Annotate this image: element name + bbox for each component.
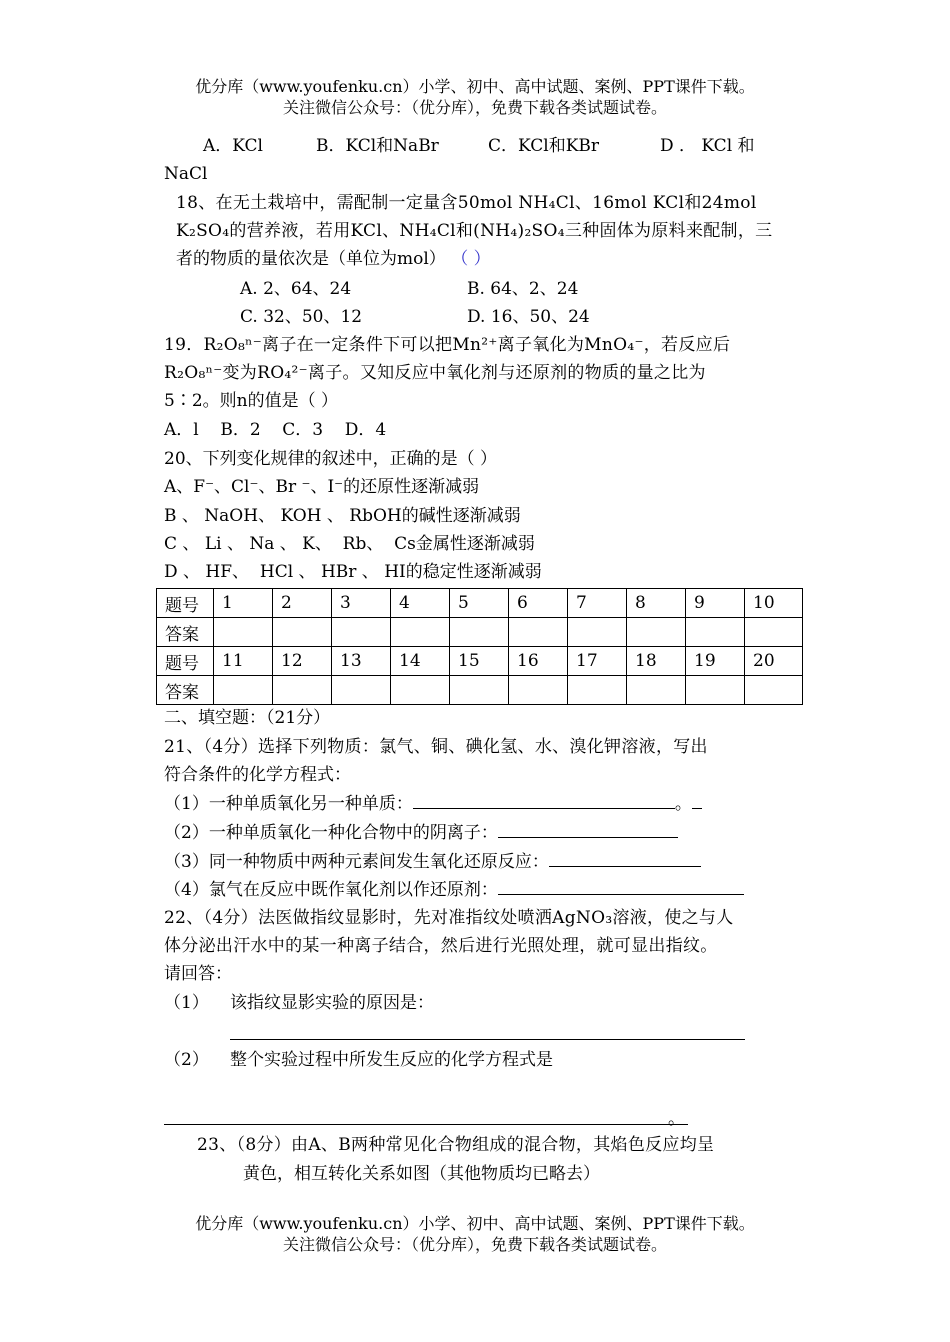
q20-option-b: B 、 NaOH、 KOH 、 RbOH的碱性逐渐减弱 <box>164 506 521 526</box>
q23-line-1: 23、（8分）由A、B两种常见化合物组成的混合物，其焰色反应均呈 <box>197 1135 715 1155</box>
q22-part-1-number: （1） <box>164 993 209 1013</box>
answer-cell[interactable] <box>745 618 803 647</box>
question-number: 18 <box>627 647 686 676</box>
row-label-question: 题号 <box>157 589 214 618</box>
answer-cell[interactable] <box>627 676 686 705</box>
answer-cell[interactable] <box>568 676 627 705</box>
q19-line-1: 19．R₂O₈ⁿ⁻离子在一定条件下可以把Mn²⁺离子氧化为MnO₄⁻，若反应后 <box>164 335 731 355</box>
q18-stem-end: 者的物质的量依次是（单位为mol） <box>176 249 446 269</box>
q20-option-c: C 、 Li 、 Na 、 K、 Rb、 Cs金属性逐渐减弱 <box>164 534 535 554</box>
footer-line-1: 优分库（www.youfenku.cn）小学、初中、高中试题、案例、PPT课件下载。 <box>195 1214 755 1233</box>
question-number: 10 <box>745 589 803 618</box>
q21-part-1-period: 。 <box>674 794 692 814</box>
question-number: 5 <box>450 589 509 618</box>
answer-cell[interactable] <box>214 676 273 705</box>
question-number: 1 <box>214 589 273 618</box>
question-number: 16 <box>509 647 568 676</box>
answer-cell[interactable] <box>332 618 391 647</box>
q17-option-a: A．KCl <box>203 136 263 156</box>
answer-cell[interactable] <box>686 618 745 647</box>
answer-cell[interactable] <box>745 676 803 705</box>
q17-option-c: C．KCl和KBr <box>488 136 600 156</box>
answer-blank[interactable] <box>413 792 675 809</box>
q19-options: A．l B．2 C．3 D．4 <box>164 420 387 440</box>
q21-part-3-label: （3）同一种物质中两种元素间发生氧化还原反应： <box>164 852 549 872</box>
q21-line-1: 21、（4分）选择下列物质：氯气、铜、碘化氢、水、溴化钾溶液，写出 <box>164 737 708 757</box>
q17-option-d: D ． KCl 和 <box>660 136 755 156</box>
question-number: 2 <box>273 589 332 618</box>
q22-line-2: 体分泌出汗水中的某一种离子结合，然后进行光照处理，就可显出指纹。 <box>164 936 718 956</box>
answer-cell[interactable] <box>450 618 509 647</box>
row-label-answer: 答案 <box>157 676 214 705</box>
q23-line-2: 黄色，相互转化关系如图（其他物质均已略去） <box>243 1164 600 1184</box>
question-number: 13 <box>332 647 391 676</box>
answer-cell[interactable] <box>509 618 568 647</box>
answer-line[interactable] <box>230 1039 745 1040</box>
q20-stem: 20、下列变化规律的叙述中，正确的是（ ） <box>164 449 498 469</box>
answer-cell[interactable] <box>450 676 509 705</box>
question-number: 11 <box>214 647 273 676</box>
blank-tail <box>692 792 702 809</box>
answer-table <box>156 588 803 705</box>
q18-option-c: C. 32、50、12 <box>240 307 363 327</box>
answer-cell[interactable] <box>214 618 273 647</box>
answer-cell[interactable] <box>391 676 450 705</box>
table-row <box>157 589 803 618</box>
table-row <box>157 647 803 676</box>
answer-blank[interactable] <box>498 821 678 838</box>
answer-cell[interactable] <box>568 618 627 647</box>
question-number: 3 <box>332 589 391 618</box>
q18-answer-paren: （ ） <box>451 249 491 269</box>
question-number: 19 <box>686 647 745 676</box>
answer-cell[interactable] <box>391 618 450 647</box>
q22-period: 。 <box>668 1109 685 1129</box>
question-number: 8 <box>627 589 686 618</box>
answer-cell[interactable] <box>273 676 332 705</box>
answer-cell[interactable] <box>627 618 686 647</box>
question-number: 7 <box>568 589 627 618</box>
table-row <box>157 676 803 705</box>
answer-blank[interactable] <box>498 878 744 895</box>
section-title: 二、填空题：（21分） <box>164 708 331 728</box>
q18-option-a: A. 2、64、24 <box>240 279 352 299</box>
q22-part-1-label: 该指纹显影实验的原因是： <box>230 993 434 1013</box>
answer-cell[interactable] <box>686 676 745 705</box>
q21-part-1 <box>164 792 702 815</box>
answer-cell[interactable] <box>273 618 332 647</box>
answer-cell[interactable] <box>332 676 391 705</box>
question-number: 17 <box>568 647 627 676</box>
question-number: 12 <box>273 647 332 676</box>
q17-option-d-cont: NaCl <box>164 164 208 184</box>
question-number: 14 <box>391 647 450 676</box>
table-row <box>157 618 803 647</box>
answer-cell[interactable] <box>509 676 568 705</box>
question-number: 6 <box>509 589 568 618</box>
q18-option-b: B. 64、2、24 <box>467 279 579 299</box>
q21-line-2: 符合条件的化学方程式： <box>164 765 351 785</box>
q21-part-4-label: （4）氯气在反应中既作氧化剂以作还原剂： <box>164 880 498 900</box>
q18-line-3 <box>176 248 491 270</box>
q22-line-3: 请回答： <box>164 964 232 984</box>
q18-line-2: K₂SO₄的营养液，若用KCl、NH₄Cl和(NH₄)₂SO₄三种固体为原料来配制，三 <box>176 221 773 241</box>
row-label-answer: 答案 <box>157 618 214 647</box>
answer-blank[interactable] <box>549 850 701 867</box>
answer-line[interactable] <box>164 1124 688 1125</box>
q19-line-3: 5∶2。则n的值是（ ） <box>164 391 338 411</box>
q17-option-b: B．KCl和NaBr <box>316 136 439 156</box>
question-number: 20 <box>745 647 803 676</box>
q22-line-1: 22、（4分）法医做指纹显影时，先对准指纹处喷洒AgNO₃溶液，使之与人 <box>164 908 734 928</box>
q22-part-2-label: 整个实验过程中所发生反应的化学方程式是 <box>230 1050 553 1070</box>
q18-option-d: D. 16、50、24 <box>467 307 590 327</box>
q21-part-3 <box>164 850 701 873</box>
q18-line-1: 18、在无土栽培中，需配制一定量含50mol NH₄Cl、16mol KCl和24mol <box>176 193 757 213</box>
question-number: 4 <box>391 589 450 618</box>
q22-part-2-number: （2） <box>164 1050 209 1070</box>
question-number: 15 <box>450 647 509 676</box>
q20-option-d: D 、 HF、 HCl 、 HBr 、 HI的稳定性逐渐减弱 <box>164 562 542 582</box>
header-line-2: 关注微信公众号：（优分库），免费下载各类试题试卷。 <box>282 98 667 117</box>
header-line-1: 优分库（www.youfenku.cn）小学、初中、高中试题、案例、PPT课件下载。 <box>195 77 755 96</box>
row-label-question: 题号 <box>157 647 214 676</box>
q21-part-4 <box>164 878 744 901</box>
question-number: 9 <box>686 589 745 618</box>
footer-line-2: 关注微信公众号：（优分库），免费下载各类试题试卷。 <box>282 1235 667 1254</box>
q19-line-2: R₂O₈ⁿ⁻变为RO₄²⁻离子。又知反应中氧化剂与还原剂的物质的量之比为 <box>164 363 706 383</box>
q21-part-2-label: （2）一种单质氧化一种化合物中的阴离子： <box>164 823 498 843</box>
q21-part-2 <box>164 821 678 844</box>
q20-option-a: A、F⁻、Cl⁻、Br ⁻、I⁻的还原性逐渐减弱 <box>164 477 480 497</box>
q21-part-1-label: （1）一种单质氧化另一种单质： <box>164 794 413 814</box>
